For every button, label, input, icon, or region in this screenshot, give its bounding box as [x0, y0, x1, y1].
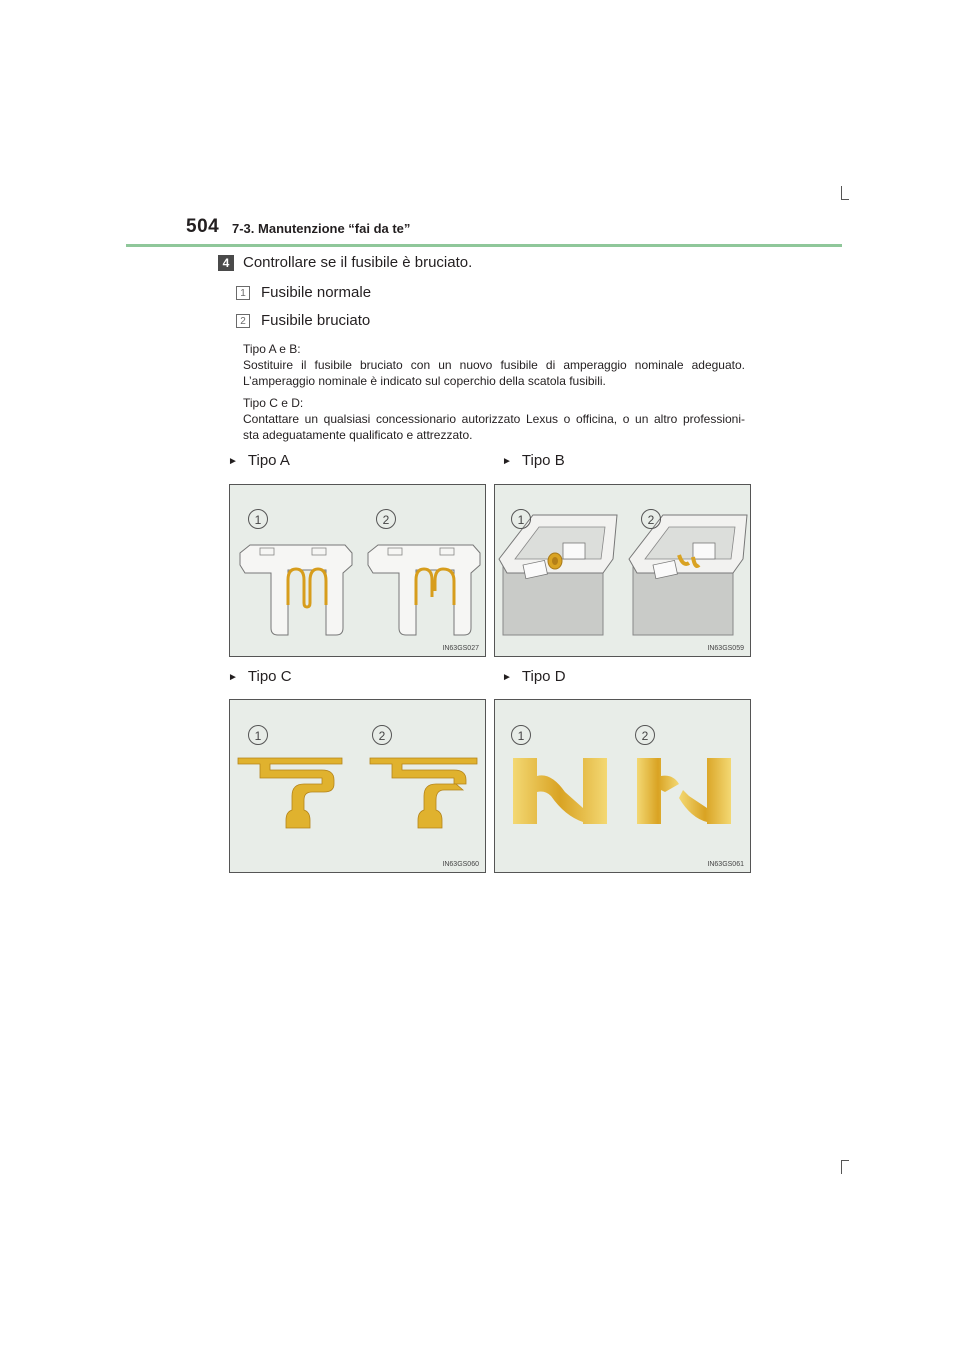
step-number-badge: 4 [218, 255, 234, 271]
figure-code: IN63GS060 [442, 861, 479, 868]
figure-callout-blown: 2 [372, 725, 392, 745]
fuse-blown-b [629, 515, 747, 635]
crop-mark-bottom [841, 1160, 842, 1174]
fuse-blown-d [637, 758, 731, 824]
figure-label-type-a: ► Tipo A [228, 452, 290, 469]
note-type-cd [243, 395, 745, 443]
note-type-ab [243, 341, 745, 389]
note-line: Sostituire il fusibile bruciato con un nuovo fusibile di amperaggio nominale adeguato. [243, 358, 745, 372]
fuse-type-a-illustration [230, 485, 485, 656]
figure-type-b [494, 484, 751, 657]
triangle-right-icon: ► [228, 672, 238, 683]
figure-callout-blown: 2 [376, 509, 396, 529]
fuse-normal-b [499, 515, 617, 635]
note-heading: Tipo C e D: [243, 396, 304, 410]
figure-code: IN63GS061 [707, 861, 744, 868]
fuse-normal-c [238, 758, 342, 828]
crop-mark-top [841, 199, 849, 200]
figure-callout-normal: 1 [248, 509, 268, 529]
note-line: sta adeguatamente qualificato e attrezzato. [243, 428, 473, 442]
figure-type-c [229, 699, 486, 873]
figure-label-type-b: ► Tipo B [502, 452, 565, 469]
note-line: Contattare un qualsiasi concessionario autorizzato Lexus o officina, o un altro professioni- [243, 412, 745, 426]
figure-callout-normal: 1 [511, 725, 531, 745]
note-line: L’amperaggio nominale è indicato sul coperchio della scatola fusibili. [243, 374, 606, 388]
triangle-right-icon: ► [228, 456, 238, 467]
fuse-normal-d [513, 758, 607, 824]
page-number: 504 [186, 216, 220, 237]
triangle-right-icon: ► [502, 456, 512, 467]
fuse-blown-a [368, 545, 480, 635]
figure-callout-blown: 2 [635, 725, 655, 745]
sub-item-text: Fusibile bruciato [261, 312, 371, 329]
sub-item-text: Fusibile normale [261, 284, 372, 301]
figure-label-type-d: ► Tipo D [502, 668, 566, 685]
section-title: 7-3. Manutenzione “fai da te” [232, 221, 411, 236]
crop-mark-bottom [841, 1160, 849, 1161]
figure-type-a [229, 484, 486, 657]
step-instruction: Controllare se il fusibile è bruciato. [243, 254, 473, 271]
figure-callout-normal: 1 [511, 509, 531, 529]
figure-type-d [494, 699, 751, 873]
fuse-type-d-illustration [495, 700, 750, 872]
triangle-right-icon: ► [502, 672, 512, 683]
figure-label-type-c: ► Tipo C [228, 668, 292, 685]
fuse-normal-a [240, 545, 352, 635]
header-rule [126, 244, 842, 247]
figure-callout-blown: 2 [641, 509, 661, 529]
fuse-type-c-illustration [230, 700, 485, 872]
fuse-blown-c [370, 758, 477, 828]
note-heading: Tipo A e B: [243, 342, 301, 356]
figure-callout-normal: 1 [248, 725, 268, 745]
crop-mark-top [841, 186, 842, 200]
sub-item-badge: 1 [236, 286, 250, 300]
figure-code: IN63GS059 [707, 645, 744, 652]
sub-item-badge: 2 [236, 314, 250, 328]
fuse-type-b-illustration [495, 485, 750, 656]
figure-code: IN63GS027 [442, 645, 479, 652]
